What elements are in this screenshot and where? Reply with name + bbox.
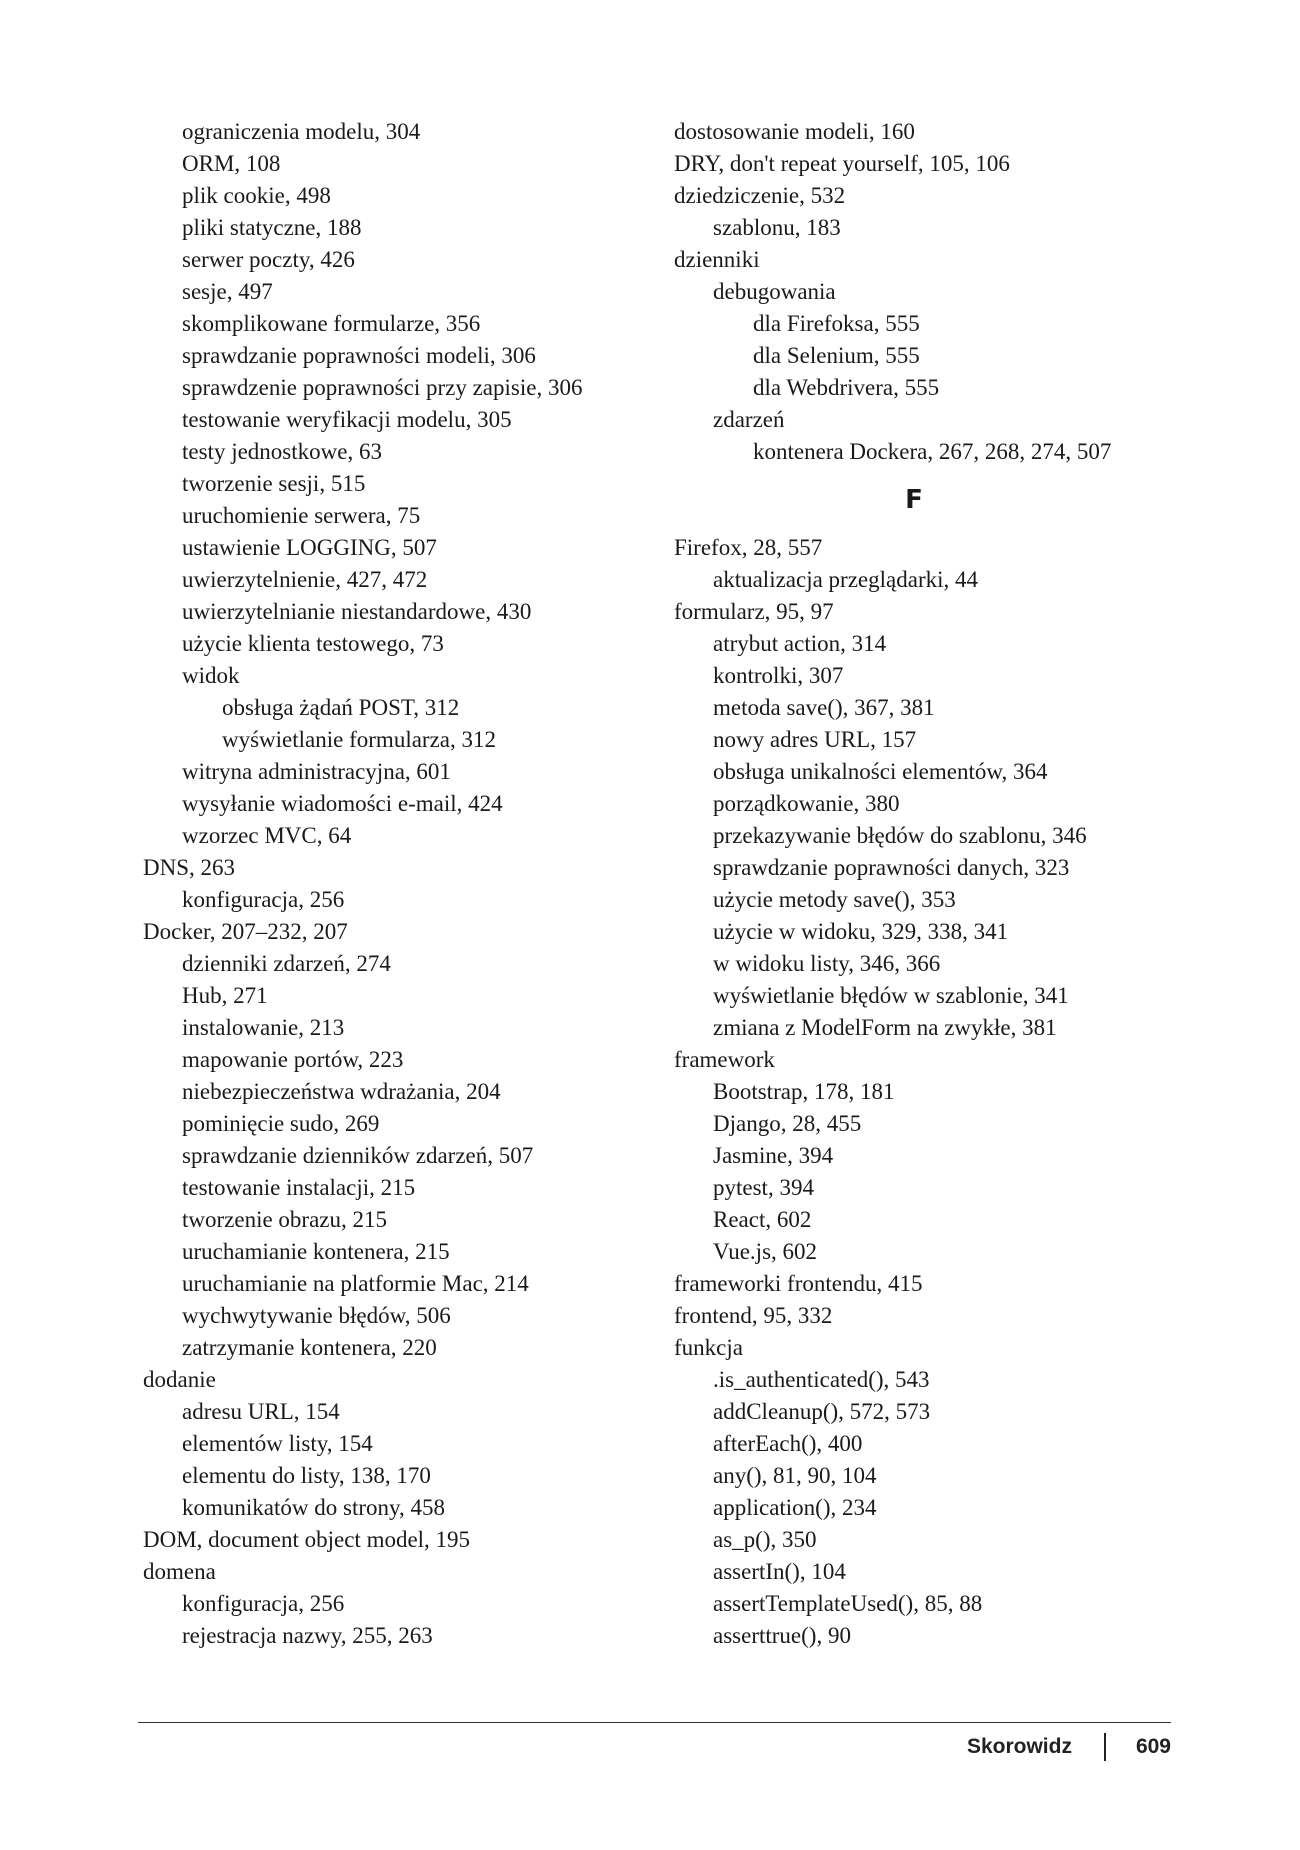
index-subentry: plik cookie, 498 <box>182 183 331 208</box>
index-subentry: przekazywanie błędów do szablonu, 346 <box>713 823 1087 848</box>
footer-separator <box>1104 1733 1106 1761</box>
index-entry: domena <box>143 1559 216 1584</box>
index-subentry: dla Selenium, 555 <box>753 343 920 368</box>
index-subentry: Vue.js, 602 <box>713 1239 818 1264</box>
index-subentry: Hub, 271 <box>182 983 268 1008</box>
index-entry: Firefox, 28, 557 <box>674 535 823 560</box>
index-subentry: kontrolki, 307 <box>713 663 844 688</box>
index-entry: framework <box>674 1047 775 1072</box>
index-subentry: sprawdzanie dzienników zdarzeń, 507 <box>182 1143 534 1168</box>
index-subentry: serwer poczty, 426 <box>182 247 355 272</box>
index-subentry: sprawdzanie poprawności modeli, 306 <box>182 343 536 368</box>
index-entry: DNS, 263 <box>143 855 236 880</box>
index-subentry: użycie klienta testowego, 73 <box>182 631 444 656</box>
index-column-right <box>674 116 1234 1652</box>
index-subentry: tworzenie sesji, 515 <box>182 471 366 496</box>
index-subentry: application(), 234 <box>713 1495 877 1520</box>
index-subentry: mapowanie portów, 223 <box>182 1047 404 1072</box>
index-subentry: addCleanup(), 572, 573 <box>713 1399 931 1424</box>
page-number: 609 <box>1135 1735 1171 1758</box>
index-subentry: zmiana z ModelForm na zwykłe, 381 <box>713 1015 1057 1040</box>
index-subentry: komunikatów do strony, 458 <box>182 1495 445 1520</box>
index-subentry: sprawdzenie poprawności przy zapisie, 306 <box>182 375 583 400</box>
index-subentry: uwierzytelnienie, 427, 472 <box>182 567 428 592</box>
index-entry: formularz, 95, 97 <box>674 599 834 624</box>
index-entry: funkcja <box>674 1335 743 1360</box>
index-subentry: tworzenie obrazu, 215 <box>182 1207 388 1232</box>
index-entry: Docker, 207–232, 207 <box>143 919 348 944</box>
index-subentry: porządkowanie, 380 <box>713 791 900 816</box>
index-subentry: Bootstrap, 178, 181 <box>713 1079 895 1104</box>
index-subentry: metoda save(), 367, 381 <box>713 695 935 720</box>
index-subentry: obsługa unikalności elementów, 364 <box>713 759 1048 784</box>
index-entry: DRY, don't repeat yourself, 105, 106 <box>674 151 1010 176</box>
index-subentry: Jasmine, 394 <box>713 1143 834 1168</box>
index-subentry: .is_authenticated(), 543 <box>713 1367 930 1392</box>
index-entry: frameworki frontendu, 415 <box>674 1271 923 1296</box>
index-subentry: zdarzeń <box>713 407 785 432</box>
index-subentry: ograniczenia modelu, 304 <box>182 119 421 144</box>
index-subentry: skomplikowane formularze, 356 <box>182 311 481 336</box>
index-subentry: ORM, 108 <box>182 151 281 176</box>
index-entry: DOM, document object model, 195 <box>143 1527 471 1552</box>
index-subentry: React, 602 <box>713 1207 812 1232</box>
index-subentry: testowanie instalacji, 215 <box>182 1175 416 1200</box>
index-subentry: instalowanie, 213 <box>182 1015 345 1040</box>
index-subentry: testowanie weryfikacji modelu, 305 <box>182 407 512 432</box>
index-subentry: sprawdzanie poprawności danych, 323 <box>713 855 1070 880</box>
footer-rule <box>138 1722 1171 1723</box>
index-entry: dostosowanie modeli, 160 <box>674 119 915 144</box>
index-subentry: assertIn(), 104 <box>713 1559 846 1584</box>
index-subentry: konfiguracja, 256 <box>182 1591 345 1616</box>
index-subentry: nowy adres URL, 157 <box>713 727 917 752</box>
index-subentry: uruchomienie serwera, 75 <box>182 503 421 528</box>
index-subentry: elementów listy, 154 <box>182 1431 373 1456</box>
index-column-left <box>143 116 663 1652</box>
index-subentry: wychwytywanie błędów, 506 <box>182 1303 451 1328</box>
index-subentry: wyświetlanie formularza, 312 <box>222 727 496 752</box>
index-subentry: w widoku listy, 346, 366 <box>713 951 941 976</box>
index-subentry: użycie metody save(), 353 <box>713 887 956 912</box>
index-subentry: adresu URL, 154 <box>182 1399 340 1424</box>
index-subentry: pominięcie sudo, 269 <box>182 1111 380 1136</box>
index-subentry: szablonu, 183 <box>713 215 841 240</box>
index-subentry: elementu do listy, 138, 170 <box>182 1463 431 1488</box>
index-subentry: assertTemplateUsed(), 85, 88 <box>713 1591 983 1616</box>
index-entry: dziedziczenie, 532 <box>674 183 846 208</box>
index-subentry: testy jednostkowe, 63 <box>182 439 382 464</box>
index-entry: dodanie <box>143 1367 216 1392</box>
index-subentry: uwierzytelnianie niestandardowe, 430 <box>182 599 532 624</box>
index-subentry: sesje, 497 <box>182 279 273 304</box>
footer-section-title: Skorowidz <box>966 1735 1072 1758</box>
index-subentry: pliki statyczne, 188 <box>182 215 362 240</box>
index-subentry: witryna administracyjna, 601 <box>182 759 451 784</box>
index-subentry: dzienniki zdarzeń, 274 <box>182 951 391 976</box>
index-subentry: zatrzymanie kontenera, 220 <box>182 1335 437 1360</box>
index-subentry: as_p(), 350 <box>713 1527 817 1552</box>
index-subentry: konfiguracja, 256 <box>182 887 345 912</box>
index-subentry: niebezpieczeństwa wdrażania, 204 <box>182 1079 501 1104</box>
index-subentry: uruchamianie kontenera, 215 <box>182 1239 450 1264</box>
index-subentry: wyświetlanie błędów w szablonie, 341 <box>713 983 1069 1008</box>
page-footer <box>138 1730 1171 1764</box>
index-letter-heading: F <box>905 485 923 515</box>
index-entry: frontend, 95, 332 <box>674 1303 833 1328</box>
index-subentry: ustawienie LOGGING, 507 <box>182 535 437 560</box>
index-subentry: wzorzec MVC, 64 <box>182 823 352 848</box>
index-subentry: debugowania <box>713 279 836 304</box>
index-subentry: Django, 28, 455 <box>713 1111 862 1136</box>
index-subentry: atrybut action, 314 <box>713 631 887 656</box>
index-subentry: afterEach(), 400 <box>713 1431 863 1456</box>
index-subentry: obsługa żądań POST, 312 <box>222 695 460 720</box>
index-subentry: użycie w widoku, 329, 338, 341 <box>713 919 1009 944</box>
index-subentry: asserttrue(), 90 <box>713 1623 851 1648</box>
index-subentry: pytest, 394 <box>713 1175 814 1200</box>
index-subentry: widok <box>182 663 240 688</box>
index-entry: dzienniki <box>674 247 760 272</box>
index-subentry: uruchamianie na platformie Mac, 214 <box>182 1271 529 1296</box>
index-subentry: dla Firefoksa, 555 <box>753 311 920 336</box>
index-subentry: wysyłanie wiadomości e-mail, 424 <box>182 791 503 816</box>
index-subentry: kontenera Dockera, 267, 268, 274, 507 <box>753 439 1112 464</box>
index-subentry: rejestracja nazwy, 255, 263 <box>182 1623 433 1648</box>
index-subentry: dla Webdrivera, 555 <box>753 375 940 400</box>
index-subentry: any(), 81, 90, 104 <box>713 1463 877 1488</box>
index-subentry: aktualizacja przeglądarki, 44 <box>713 567 978 592</box>
